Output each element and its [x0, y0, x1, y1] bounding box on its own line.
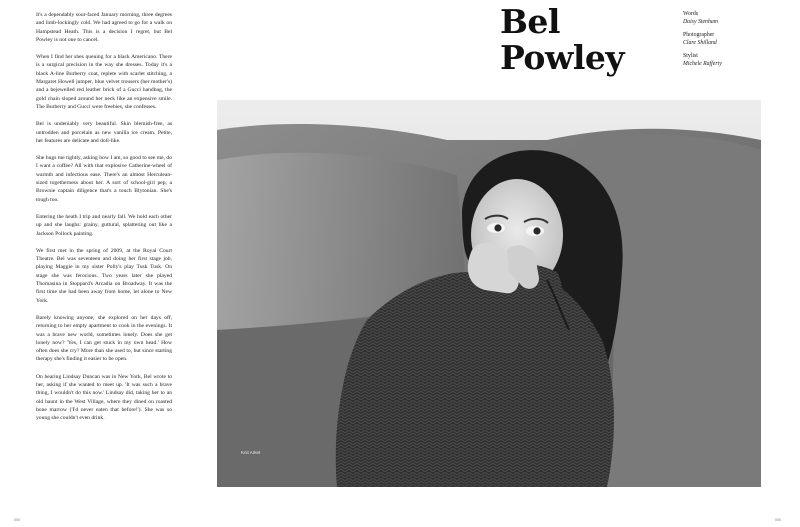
page-number-left: 000: [14, 518, 20, 522]
credit-name: Clare Shilland: [683, 39, 717, 46]
paragraph-4: She hugs me tightly, asking how I am, so good to see me, do I want a coffee? All with that explosive Catherine-wheel of warmth and infectious ease. There's an almost Herculean-sized togetherness about her. A sort of school-girl pep, a Brownie captain diligence that's a touch Blytonian. She's tough too.: [36, 155, 172, 203]
paragraph-6: We first met in the spring of 2009, at the Royal Court Theatre. Bel was seventeen and doing her first stage job, playing Maggie in my sister Polly's play Tusk Tusk. On stage she was ferocious. Two years later she played Thomasina in Stoppard's Arcadia on Broadway. It was the first time she had been away from home, let alone to New York.: [36, 247, 172, 304]
portrait-photo: [217, 100, 761, 487]
paragraph-3: Bel is undeniably very beautiful. Skin blemish-free, as untrodden and porcelain as new vanilla ice cream. Petite, her features are delicate and doll-like.: [36, 121, 172, 144]
article-title: [500, 4, 624, 76]
credit-words: [683, 11, 773, 26]
paragraph-2: When I find her shes queuing for a black Americano. There is a surgical precision in the way she dresses. Today it's a black A-line Burberry coat, replete with scarlet stitching, a Margaret Howell jumper, blue velvet trousers (her mother's) and a bejewelled red leather brick of a Gucci handbag, the gold chain sloped around her neck like an expensive smile. The Burberry and Gucci were freebies, she confesses.: [36, 54, 172, 110]
photo-illustration: [217, 100, 761, 487]
article-body: [36, 11, 172, 431]
title-line-2: Powley: [500, 38, 625, 77]
credit-photographer: [683, 32, 773, 47]
credit-role: Photographer: [683, 32, 715, 38]
credit-role: Words: [683, 11, 698, 17]
paragraph-5: Entering the heath I trip and nearly fall. We hold each other up and she laughs: grainy, guttural, splattering out like a Jackson Pollock painting.: [36, 213, 172, 237]
paragraph-1: It's a dependably sour-faced January morning, three degrees and limb-lockingly cold. We had agreed to go for a walk on Hampstead Heath. This is a decision I regret, but Bel Powley is not one to cancel.: [36, 12, 172, 43]
credit-role: Stylist: [683, 53, 698, 59]
credit-stylist: [683, 53, 773, 68]
credit-name: Michele Rafferty: [683, 60, 722, 67]
photo-caption: Knit Arket: [241, 450, 261, 455]
title-line-1: Bel: [500, 2, 560, 41]
credit-name: Daisy Stenham: [683, 18, 718, 25]
paragraph-8: On hearing Lindsay Duncan was in New York, Bel wrote to her, asking if she wanted to meet up. 'It was such a brave thing, I wouldn't do this now.' Lindsay did, taking her to an old haunt in the West Village, where they dined on roasted bone marrow ('I'd never eaten that before!'). She was so young she couldn't even drink.: [36, 373, 172, 422]
page-number-right: 000: [775, 518, 781, 522]
credits-block: [683, 11, 773, 74]
paragraph-7: Barely knowing anyone, she explored on her days off, returning to her empty apartment to cook in the evenings. It was a brave new world, sometimes lonely. Does she get lonely now? 'Yes, I can get stuck in my own head.' How often does she cry? More than she used to, but since starting therapy she's finding it easier to be open.: [36, 314, 172, 363]
